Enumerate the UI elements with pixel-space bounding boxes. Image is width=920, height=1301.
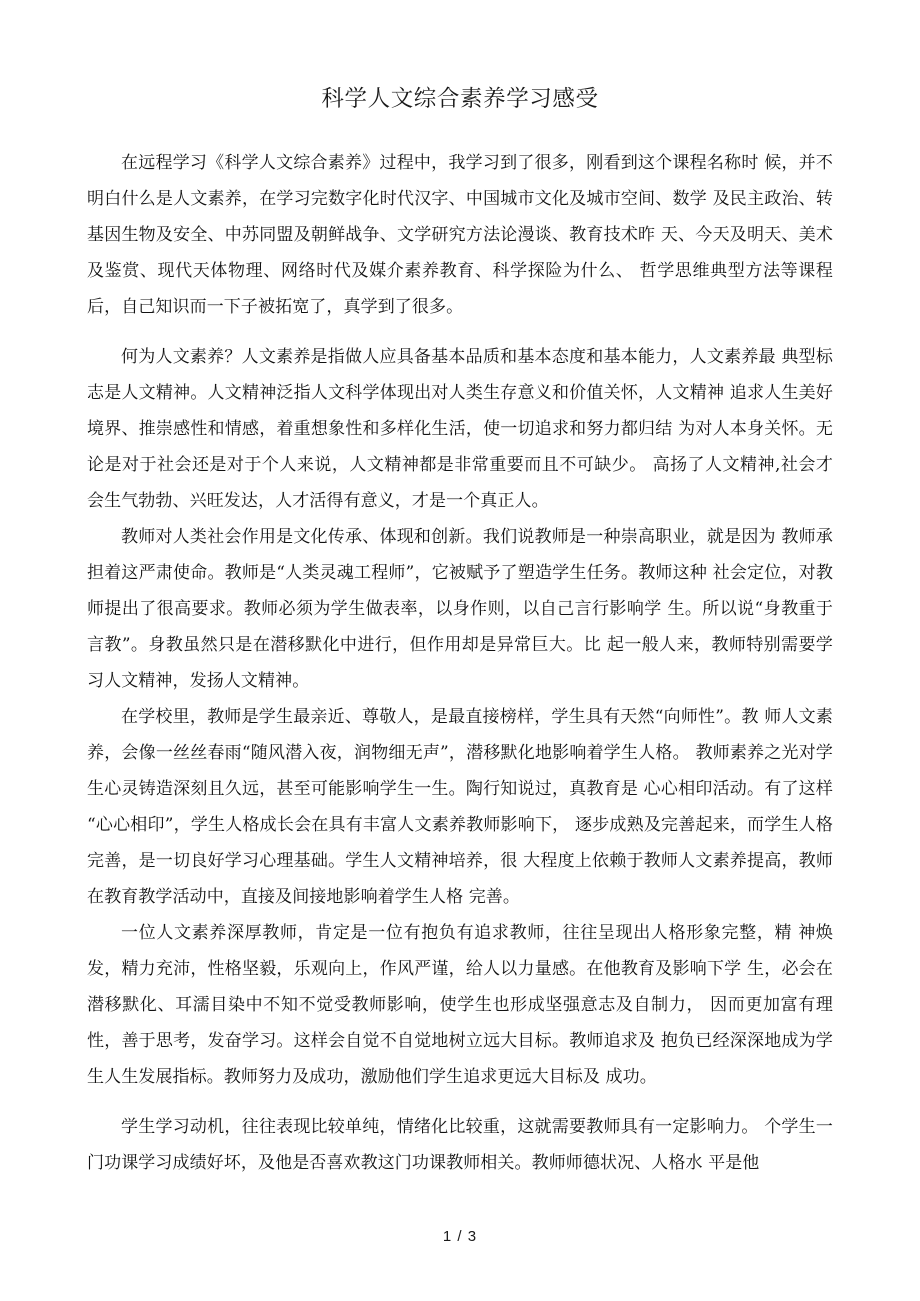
paragraph-6: 学生学习动机，往往表现比较单纯，情绪化比较重，这就需要教师具有一定影响力。 个学生一门功课学习成绩好坏，及他是否喜欢教这门功课教师相关。教师师德状况、人格水 平是他 <box>87 1117 833 1173</box>
document-body <box>87 0 833 1181</box>
paragraph-4: 在学校里，教师是学生最亲近、尊敬人，是最直接榜样，学生具有天然“向师性”。教 师人文素养，会像一丝丝春雨“随风潜入夜，润物细无声”，潜移默化地影响着学生人格。 教师素养之光对学生心灵铸造深刻且久远，甚至可能影响学生一生。陶行知说过，真教育是 心心相印活动。有了这样“心心相印”，学生人格成长会在具有丰富人文素养教师影响下， 逐步成熟及完善起来，而学生人格完善，是一切良好学习心理基础。学生人文精神培养，很 大程度上依赖于教师人文素养提高，教师在教育教学活动中，直接及间接地影响着学生人格 完善。 <box>87 707 833 907</box>
page-number-footer: 1 / 3 <box>442 1228 478 1245</box>
paragraph-1: 在远程学习《科学人文综合素养》过程中，我学习到了很多，刚看到这个课程名称时 候，并不明白什么是人文素养，在学习完数字化时代汉字、中国城市文化及城市空间、数学 及民主政治、转基因生物及安全、中苏同盟及朝鲜战争、文学研究方法论漫谈、教育技术昨 天、今天及明天、美术及鉴赏、现代天体物理、网络时代及媒介素养教育、科学探险为什么、 哲学思维典型方法等课程后，自己知识而一下子被拓宽了，真学到了很多。 <box>87 153 833 317</box>
paragraph-3: 教师对人类社会作用是文化传承、体现和创新。我们说教师是一种崇高职业，就是因为 教师承担着这严肃使命。教师是“人类灵魂工程师”，它被赋予了塑造学生任务。教师这种 社会定位，对教师提出了很高要求。教师必须为学生做表率，以身作则，以自己言行影响学 生。所以说“身教重于言教”。身教虽然只是在潜移默化中进行，但作用却是异常巨大。比 起一般人来，教师特别需要学习人文精神，发扬人文精神。 <box>87 527 833 691</box>
page-title: 科学人文综合素养学习感受 <box>321 86 599 112</box>
paragraph-2: 何为人文素养？人文素养是指做人应具备基本品质和基本态度和基本能力，人文素养最 典型标志是人文精神。人文精神泛指人文科学体现出对人类生存意义和价值关怀，人文精神 追求人生美好境界、推崇感性和情感，着重想象性和多样化生活，使一切追求和努力都归结 为对人本身关怀。无论是对于社会还是对于个人来说，人文精神都是非常重要而且不可缺少。 高扬了人文精神,社会才会生气勃勃、兴旺发达，人才活得有意义，才是一个真正人。 <box>87 347 833 511</box>
paragraph-5: 一位人文素养深厚教师，肯定是一位有抱负有追求教师，往往呈现出人格形象完整，精 神焕发，精力充沛，性格坚毅，乐观向上，作风严谨，给人以力量感。在他教育及影响下学 生，必会在潜移默化、耳濡目染中不知不觉受教师影响，使学生也形成坚强意志及自制力， 因而更加富有理性，善于思考，发奋学习。这样会自觉不自觉地树立远大目标。教师追求及 抱负已经深深地成为学生人生发展指标。教师努力及成功，激励他们学生追求更远大目标及 成功。 <box>87 923 833 1087</box>
